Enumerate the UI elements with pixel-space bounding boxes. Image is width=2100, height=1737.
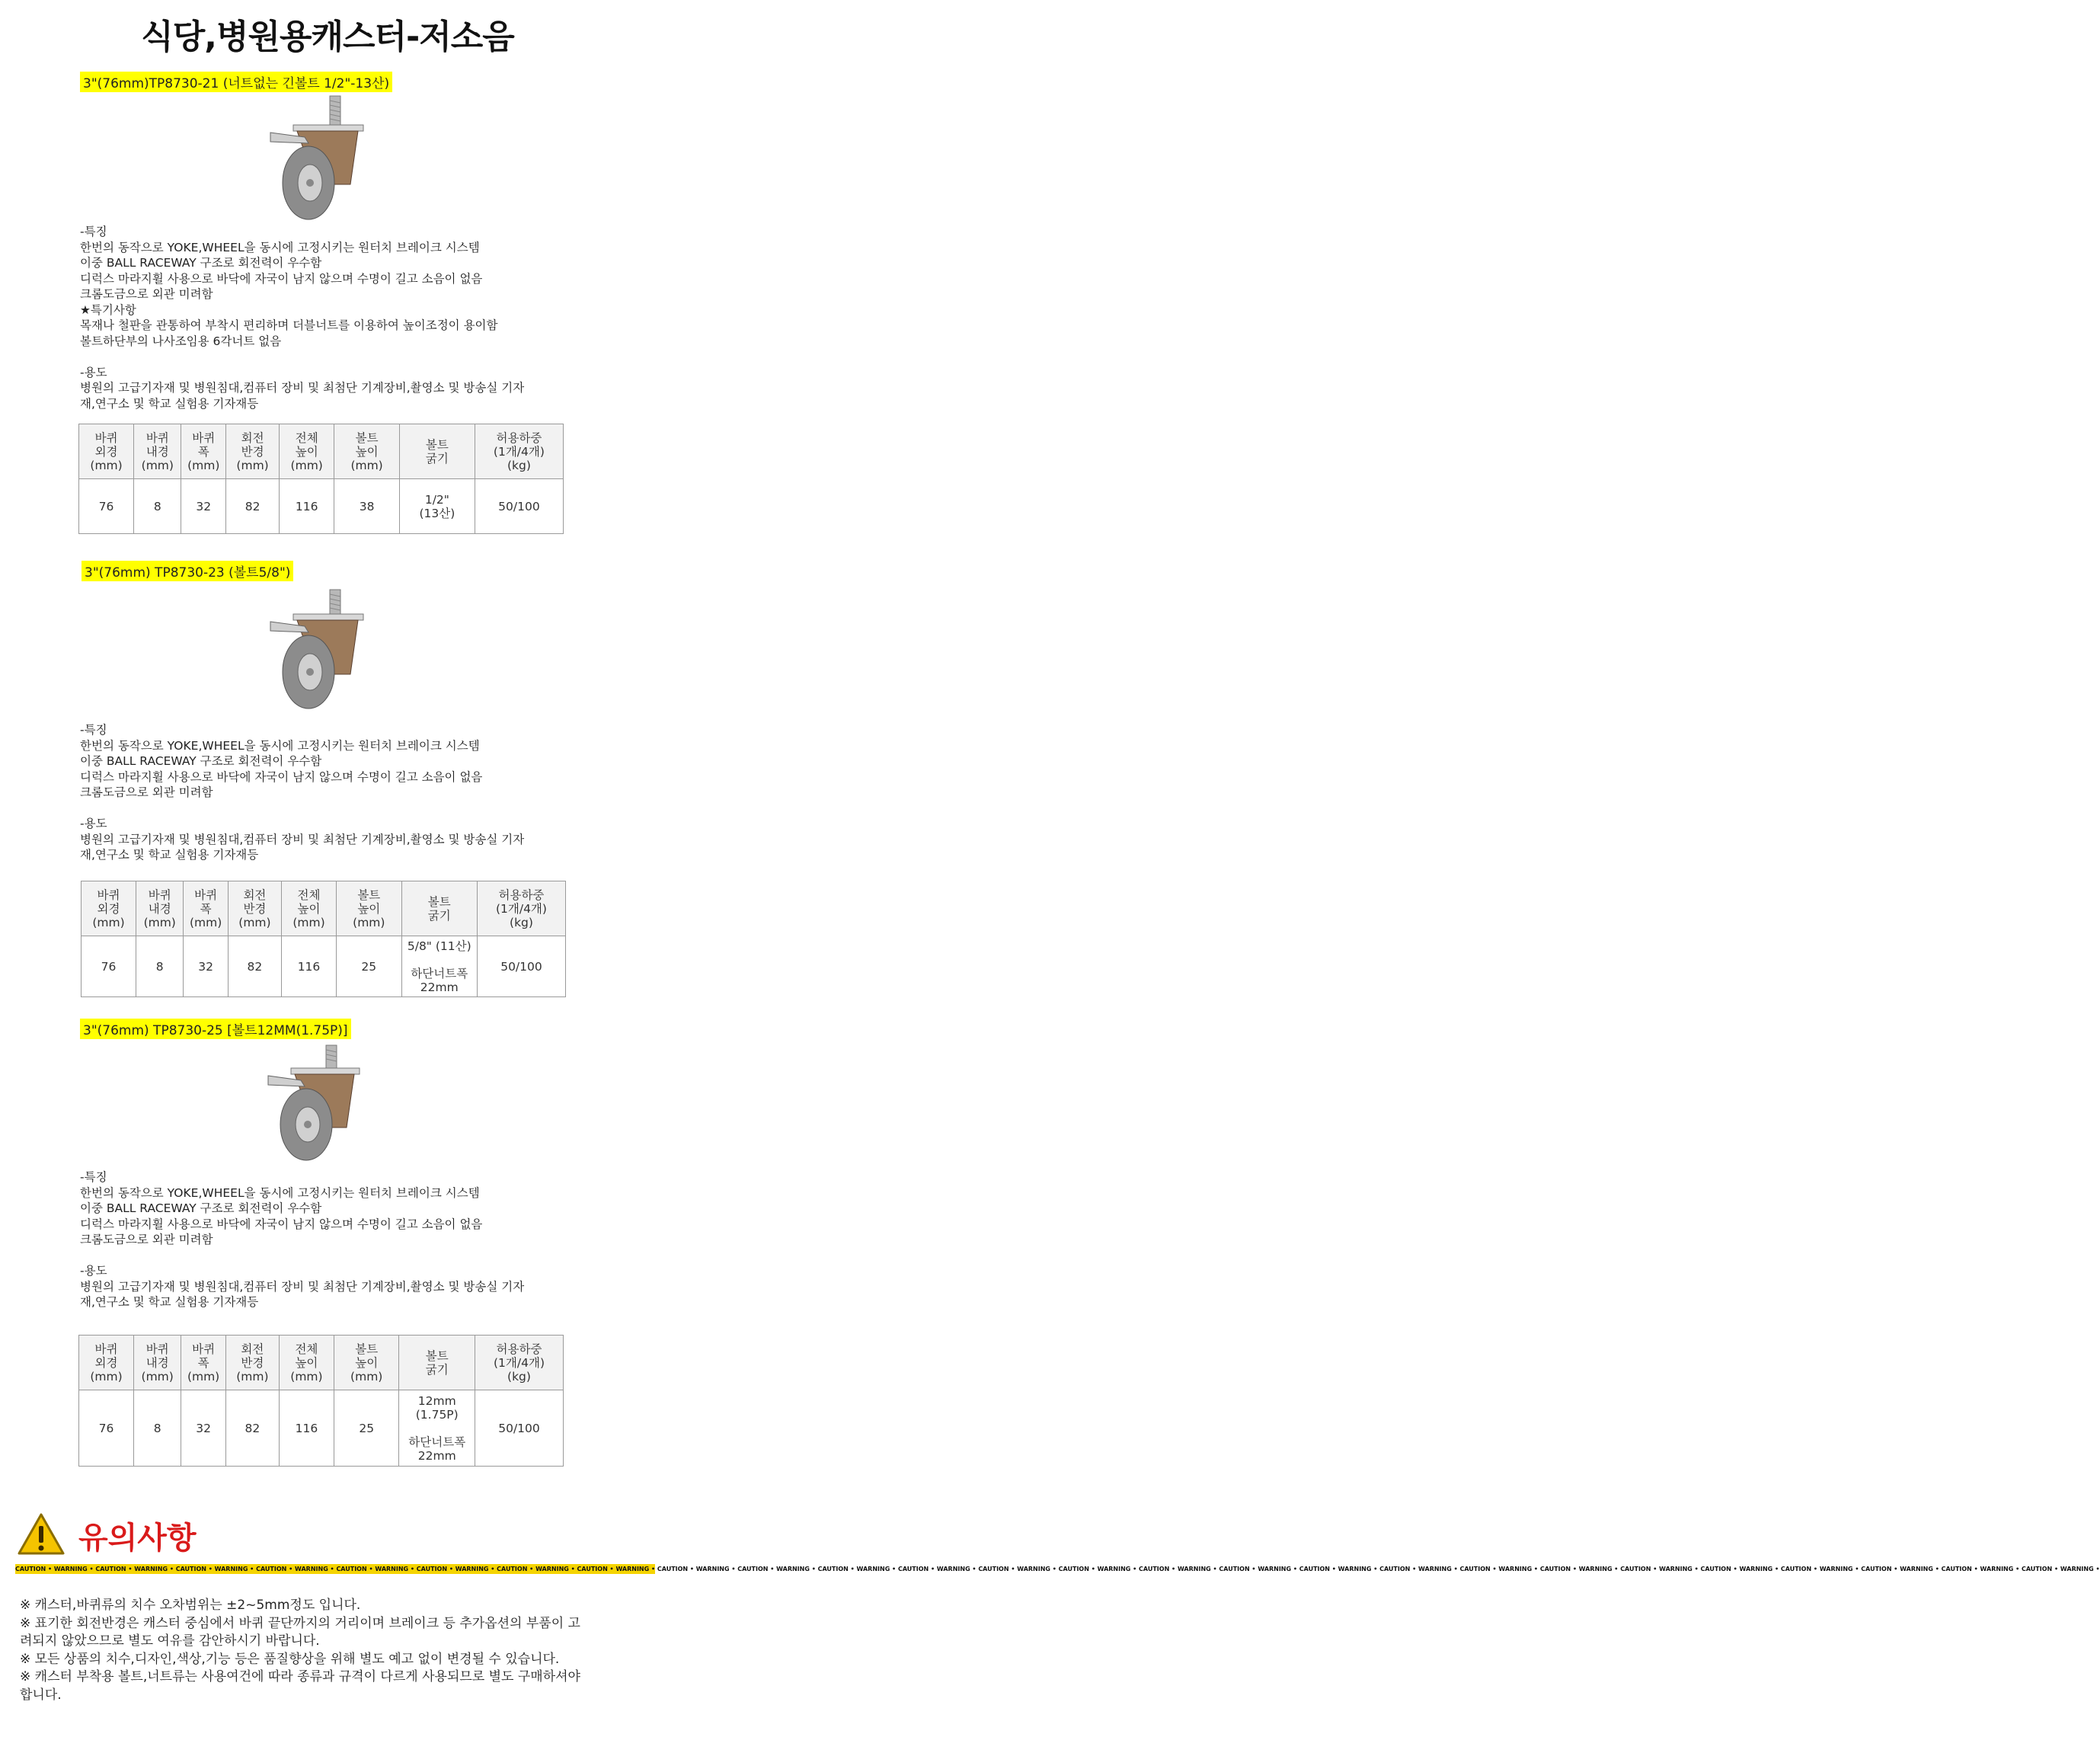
cell-wheel-width: 32 (181, 479, 226, 534)
cell-load-capacity: 50/100 (477, 936, 565, 997)
cell-total-height: 116 (280, 479, 334, 534)
header-swivel-radius: 회전 반경 (mm) (226, 424, 280, 479)
desc-line: 병원의 고급기자재 및 병원침대,컴퓨터 장비 및 최첨단 기계장비,촬영소 및 방송실 기자 (80, 381, 525, 395)
cell-load-capacity: 50/100 (475, 1390, 564, 1467)
desc-line (80, 349, 524, 365)
cell-load-capacity: 50/100 (475, 479, 563, 534)
desc-line: -특징 (80, 225, 107, 238)
desc-line: 크롬도금으로 외관 미려함 (80, 287, 213, 301)
table-row (79, 479, 564, 534)
desc-line: 한번의 동작으로 YOKE,WHEEL을 동시에 고정시키는 원터치 브레이크 시스템 (80, 1185, 480, 1200)
note-line: ※ 모든 상품의 치수,디자인,색상,기능 등은 품질향상을 위해 별도 예고 없이 변경될 수 있습니다. (20, 1651, 560, 1667)
product-1-description (80, 224, 524, 411)
cell-bolt-height: 25 (334, 1390, 399, 1467)
header-wheel-width: 바퀴 폭 (mm) (181, 1336, 225, 1390)
header-total-height: 전체 높이 (mm) (280, 424, 334, 479)
desc-line: -용도 (80, 365, 107, 379)
caster-image-1 (263, 93, 366, 226)
header-load-capacity: 허용하중 (1개/4개) (kg) (475, 424, 563, 479)
desc-line: -용도 (80, 1264, 107, 1278)
caution-tape-text: CAUTION • WARNING • CAUTION • WARNING • CAUTION • WARNING • CAUTION • WARNING • CAUTION • WARNING • CAUTION • WARNING • CAUTION • WARNING • CAUTION • WARNING • CAUTION • WARNING • CAUTION • WARNING • CAUTION • WARNING • CAUTION • WARNING • CAUTION • WARNING • CAUTION • WARNING • CAUTION • WARNING • CAUTION • WARNING • CAUTION • WARNING • CAUTION • WARNING • CAUTION • WARNING • CAUTION • WARNING • CAUTION • WARNING • CAUTION • WARNING • CAUTION • WARNING • CAUTION • WARNING • CAUTION • WARNING • CAUTION • WARNING • (15, 1566, 2100, 1572)
desc-line: 볼트하단부의 나사조임용 6각너트 없음 (80, 334, 282, 348)
desc-line: 크롬도금으로 외관 미려함 (80, 785, 213, 799)
cell-bolt-thickness: 1/2" (13산) (399, 479, 475, 534)
desc-line: 재,연구소 및 학교 실험용 기자재등 (80, 396, 259, 411)
header-total-height: 전체 높이 (mm) (279, 1336, 334, 1390)
cell-swivel-radius: 82 (226, 479, 280, 534)
header-wheel-width: 바퀴 폭 (mm) (181, 424, 226, 479)
note-line: ※ 캐스터 부착용 볼트,너트류는 사용여건에 따라 종류과 규격이 다르게 사용되므로 별도 구매하셔야 (20, 1669, 580, 1684)
header-total-height: 전체 높이 (mm) (281, 881, 336, 936)
spec-table-2 (81, 881, 566, 997)
cell-swivel-radius: 82 (225, 1390, 279, 1467)
cell-wheel-width: 32 (181, 1390, 225, 1467)
header-bolt-thickness: 볼트 굵기 (399, 424, 475, 479)
warning-triangle-icon (17, 1512, 66, 1559)
page-title: 식당,병원용캐스터-저소음 (141, 18, 514, 56)
cell-swivel-radius: 82 (228, 936, 281, 997)
table-header-row (79, 1336, 564, 1390)
cell-bolt-height: 38 (334, 479, 400, 534)
header-bolt-height: 볼트 높이 (mm) (334, 1336, 399, 1390)
notes-list (20, 1597, 580, 1704)
header-wheel-bore: 바퀴 내경 (mm) (134, 1336, 181, 1390)
cell-wheel-width: 32 (184, 936, 228, 997)
cell-wheel-diameter: 76 (79, 1390, 134, 1467)
desc-line: 목재나 철판을 관통하여 부착시 편리하며 더블너트를 이용하여 높이조정이 용이함 (80, 318, 498, 332)
caster-image-2 (263, 587, 366, 716)
desc-line: -용도 (80, 817, 107, 830)
desc-line: 이중 BALL RACEWAY 구조로 회전력이 우수함 (80, 256, 322, 270)
cell-wheel-diameter: 76 (79, 479, 134, 534)
header-wheel-diameter: 바퀴 외경 (mm) (82, 881, 136, 936)
cell-bolt-thickness: 5/8" (11산) 하단너트폭 22mm (401, 936, 477, 997)
header-wheel-bore: 바퀴 내경 (mm) (136, 881, 184, 936)
desc-line: 크롬도금으로 외관 미려함 (80, 1233, 213, 1246)
product-2-heading: 3"(76mm) TP8730-23 (볼트5/8") (82, 561, 293, 581)
product-2-description (80, 722, 524, 863)
table-header-row (79, 424, 564, 479)
note-line: ※ 표기한 회전반경은 캐스터 중심에서 바퀴 끝단까지의 거리이며 브레이크 등 추가옵션의 부품이 고 (20, 1615, 580, 1631)
desc-line: 병원의 고급기자재 및 병원침대,컴퓨터 장비 및 최첨단 기계장비,촬영소 및 방송실 기자 (80, 1279, 525, 1294)
desc-line: -특징 (80, 723, 107, 737)
header-bolt-thickness: 볼트 굵기 (399, 1336, 475, 1390)
header-bolt-thickness: 볼트 굵기 (401, 881, 477, 936)
header-load-capacity: 허용하중 (1개/4개) (kg) (475, 1336, 564, 1390)
cell-wheel-diameter: 76 (82, 936, 136, 997)
table-row (79, 1390, 564, 1467)
header-swivel-radius: 회전 반경 (mm) (228, 881, 281, 936)
desc-line: -특징 (80, 1170, 107, 1184)
cell-bolt-height: 25 (337, 936, 402, 997)
caster-image-3 (259, 1042, 362, 1168)
spec-table-3 (78, 1335, 564, 1467)
warning-title: 유의사항 (78, 1521, 197, 1556)
product-3-heading: 3"(76mm) TP8730-25 [볼트12MM(1.75P)] (80, 1019, 351, 1039)
header-swivel-radius: 회전 반경 (mm) (225, 1336, 279, 1390)
header-wheel-diameter: 바퀴 외경 (mm) (79, 1336, 134, 1390)
table-row (82, 936, 566, 997)
desc-line: 디럭스 마라지휠 사용으로 바닥에 자국이 남지 않으며 수명이 길고 소음이 없음 (80, 1217, 483, 1231)
product-3-description (80, 1169, 524, 1310)
caution-tape (15, 1564, 2100, 1574)
header-bolt-height: 볼트 높이 (mm) (337, 881, 402, 936)
desc-line: 이중 BALL RACEWAY 구조로 회전력이 우수함 (80, 1201, 322, 1215)
product-1-heading: 3"(76mm)TP8730-21 (너트없는 긴볼트 1/2"-13산) (80, 72, 392, 92)
cell-total-height: 116 (281, 936, 336, 997)
desc-line: 재,연구소 및 학교 실험용 기자재등 (80, 848, 259, 862)
desc-line: 한번의 동작으로 YOKE,WHEEL을 동시에 고정시키는 원터치 브레이크 시스템 (80, 738, 480, 753)
header-wheel-bore: 바퀴 내경 (mm) (134, 424, 181, 479)
cell-wheel-bore: 8 (134, 479, 181, 534)
note-line: 려되지 않았으므로 별도 여유를 감안하시기 바랍니다. (20, 1633, 320, 1649)
header-wheel-width: 바퀴 폭 (mm) (184, 881, 228, 936)
cell-total-height: 116 (279, 1390, 334, 1467)
note-line: 합니다. (20, 1687, 62, 1703)
desc-line: 재,연구소 및 학교 실험용 기자재등 (80, 1295, 259, 1309)
header-wheel-diameter: 바퀴 외경 (mm) (79, 424, 134, 479)
desc-line: ★특기사항 (80, 302, 136, 317)
desc-line (80, 1248, 524, 1264)
desc-line: 병원의 고급기자재 및 병원침대,컴퓨터 장비 및 최첨단 기계장비,촬영소 및 방송실 기자 (80, 832, 525, 846)
header-load-capacity: 허용하중 (1개/4개) (kg) (477, 881, 565, 936)
desc-line: 디럭스 마라지휠 사용으로 바닥에 자국이 남지 않으며 수명이 길고 소음이 없음 (80, 271, 483, 286)
header-bolt-height: 볼트 높이 (mm) (334, 424, 400, 479)
note-line: ※ 캐스터,바퀴류의 치수 오차범위는 ±2~5mm정도 입니다. (20, 1598, 361, 1613)
cell-wheel-bore: 8 (134, 1390, 181, 1467)
desc-line: 한번의 동작으로 YOKE,WHEEL을 동시에 고정시키는 원터치 브레이크 시스템 (80, 240, 480, 254)
desc-line: 이중 BALL RACEWAY 구조로 회전력이 우수함 (80, 754, 322, 768)
cell-bolt-thickness: 12mm (1.75P) 하단너트폭 22mm (399, 1390, 475, 1467)
cell-wheel-bore: 8 (136, 936, 184, 997)
desc-line (80, 801, 524, 817)
spec-table-1 (78, 424, 564, 534)
desc-line: 디럭스 마라지휠 사용으로 바닥에 자국이 남지 않으며 수명이 길고 소음이 없음 (80, 769, 483, 784)
table-header-row (82, 881, 566, 936)
